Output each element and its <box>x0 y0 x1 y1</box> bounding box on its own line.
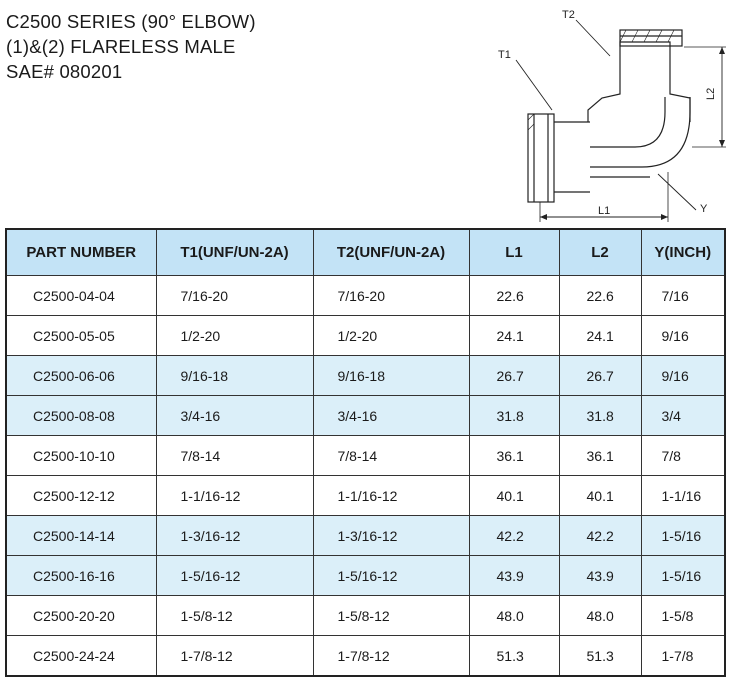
l2-cell: 26.7 <box>559 356 641 396</box>
elbow-fitting-diagram <box>470 2 730 230</box>
table-row <box>6 476 725 516</box>
l2-cell: 24.1 <box>559 316 641 356</box>
l2-cell: 22.6 <box>559 276 641 316</box>
l2-cell: 42.2 <box>559 516 641 556</box>
part-number-cell: C2500-04-04 <box>6 276 156 316</box>
l1-cell: 36.1 <box>469 436 559 476</box>
table-row <box>6 516 725 556</box>
table-row <box>6 636 725 677</box>
label-t1: T1 <box>498 49 511 61</box>
y-inch-cell: 7/8 <box>641 436 725 476</box>
t2-cell: 1/2-20 <box>313 316 469 356</box>
table-row <box>6 596 725 636</box>
title-line-series: C2500 SERIES (90° ELBOW) <box>6 11 256 32</box>
y-inch-cell: 1-5/8 <box>641 596 725 636</box>
part-number-cell: C2500-20-20 <box>6 596 156 636</box>
l1-cell: 40.1 <box>469 476 559 516</box>
t1-cell: 1-7/8-12 <box>156 636 313 677</box>
header-l1: L1 <box>469 229 559 276</box>
part-number-cell: C2500-16-16 <box>6 556 156 596</box>
l1-cell: 24.1 <box>469 316 559 356</box>
table-row <box>6 556 725 596</box>
l1-cell: 48.0 <box>469 596 559 636</box>
table-row <box>6 276 725 316</box>
t2-cell: 1-5/16-12 <box>313 556 469 596</box>
specs-table-container <box>5 228 724 677</box>
y-inch-cell: 9/16 <box>641 316 725 356</box>
t1-cell: 1-5/16-12 <box>156 556 313 596</box>
t2-cell: 1-7/8-12 <box>313 636 469 677</box>
table-row <box>6 356 725 396</box>
y-inch-cell: 9/16 <box>641 356 725 396</box>
l1-cell: 26.7 <box>469 356 559 396</box>
y-inch-cell: 1-5/16 <box>641 556 725 596</box>
part-number-cell: C2500-14-14 <box>6 516 156 556</box>
l2-cell: 51.3 <box>559 636 641 677</box>
y-inch-cell: 3/4 <box>641 396 725 436</box>
part-number-cell: C2500-06-06 <box>6 356 156 396</box>
header-t1: T1(UNF/UN-2A) <box>156 229 313 276</box>
table-row <box>6 316 725 356</box>
t2-cell: 9/16-18 <box>313 356 469 396</box>
document-title <box>6 9 256 84</box>
table-header-row <box>6 229 725 276</box>
t2-cell: 7/16-20 <box>313 276 469 316</box>
title-line-type: (1)&(2) FLARELESS MALE <box>6 36 236 57</box>
t2-cell: 7/8-14 <box>313 436 469 476</box>
t1-cell: 1/2-20 <box>156 316 313 356</box>
t1-cell: 3/4-16 <box>156 396 313 436</box>
label-t2: T2 <box>562 9 575 21</box>
label-l2: L2 <box>705 87 717 100</box>
t1-cell: 1-3/16-12 <box>156 516 313 556</box>
label-l1: L1 <box>598 205 611 217</box>
part-number-cell: C2500-08-08 <box>6 396 156 436</box>
t2-cell: 3/4-16 <box>313 396 469 436</box>
t1-cell: 1-5/8-12 <box>156 596 313 636</box>
part-number-cell: C2500-24-24 <box>6 636 156 677</box>
t1-port-body <box>528 114 554 202</box>
l2-cell: 48.0 <box>559 596 641 636</box>
t1-cell: 9/16-18 <box>156 356 313 396</box>
part-number-cell: C2500-10-10 <box>6 436 156 476</box>
l1-cell: 51.3 <box>469 636 559 677</box>
t1-cell: 7/8-14 <box>156 436 313 476</box>
l2-cell: 31.8 <box>559 396 641 436</box>
header-part-number: PART NUMBER <box>6 229 156 276</box>
y-inch-cell: 7/16 <box>641 276 725 316</box>
hex-body <box>588 42 690 122</box>
header-y-inch: Y(INCH) <box>641 229 725 276</box>
t1-cell: 7/16-20 <box>156 276 313 316</box>
t2-cell: 1-3/16-12 <box>313 516 469 556</box>
l1-cell: 22.6 <box>469 276 559 316</box>
header-t2: T2(UNF/UN-2A) <box>313 229 469 276</box>
part-number-cell: C2500-12-12 <box>6 476 156 516</box>
l2-cell: 43.9 <box>559 556 641 596</box>
table-row <box>6 436 725 476</box>
table-row <box>6 396 725 436</box>
l1-cell: 43.9 <box>469 556 559 596</box>
l1-cell: 31.8 <box>469 396 559 436</box>
l1-cell: 42.2 <box>469 516 559 556</box>
header-l2: L2 <box>559 229 641 276</box>
l2-cell: 36.1 <box>559 436 641 476</box>
t1-cell: 1-1/16-12 <box>156 476 313 516</box>
y-inch-cell: 1-7/8 <box>641 636 725 677</box>
part-number-cell: C2500-05-05 <box>6 316 156 356</box>
t2-cell: 1-5/8-12 <box>313 596 469 636</box>
y-inch-cell: 1-5/16 <box>641 516 725 556</box>
title-line-sae: SAE# 080201 <box>6 61 123 82</box>
l2-cell: 40.1 <box>559 476 641 516</box>
t2-cell: 1-1/16-12 <box>313 476 469 516</box>
y-inch-cell: 1-1/16 <box>641 476 725 516</box>
specs-table <box>5 228 726 677</box>
label-y: Y <box>700 203 708 215</box>
